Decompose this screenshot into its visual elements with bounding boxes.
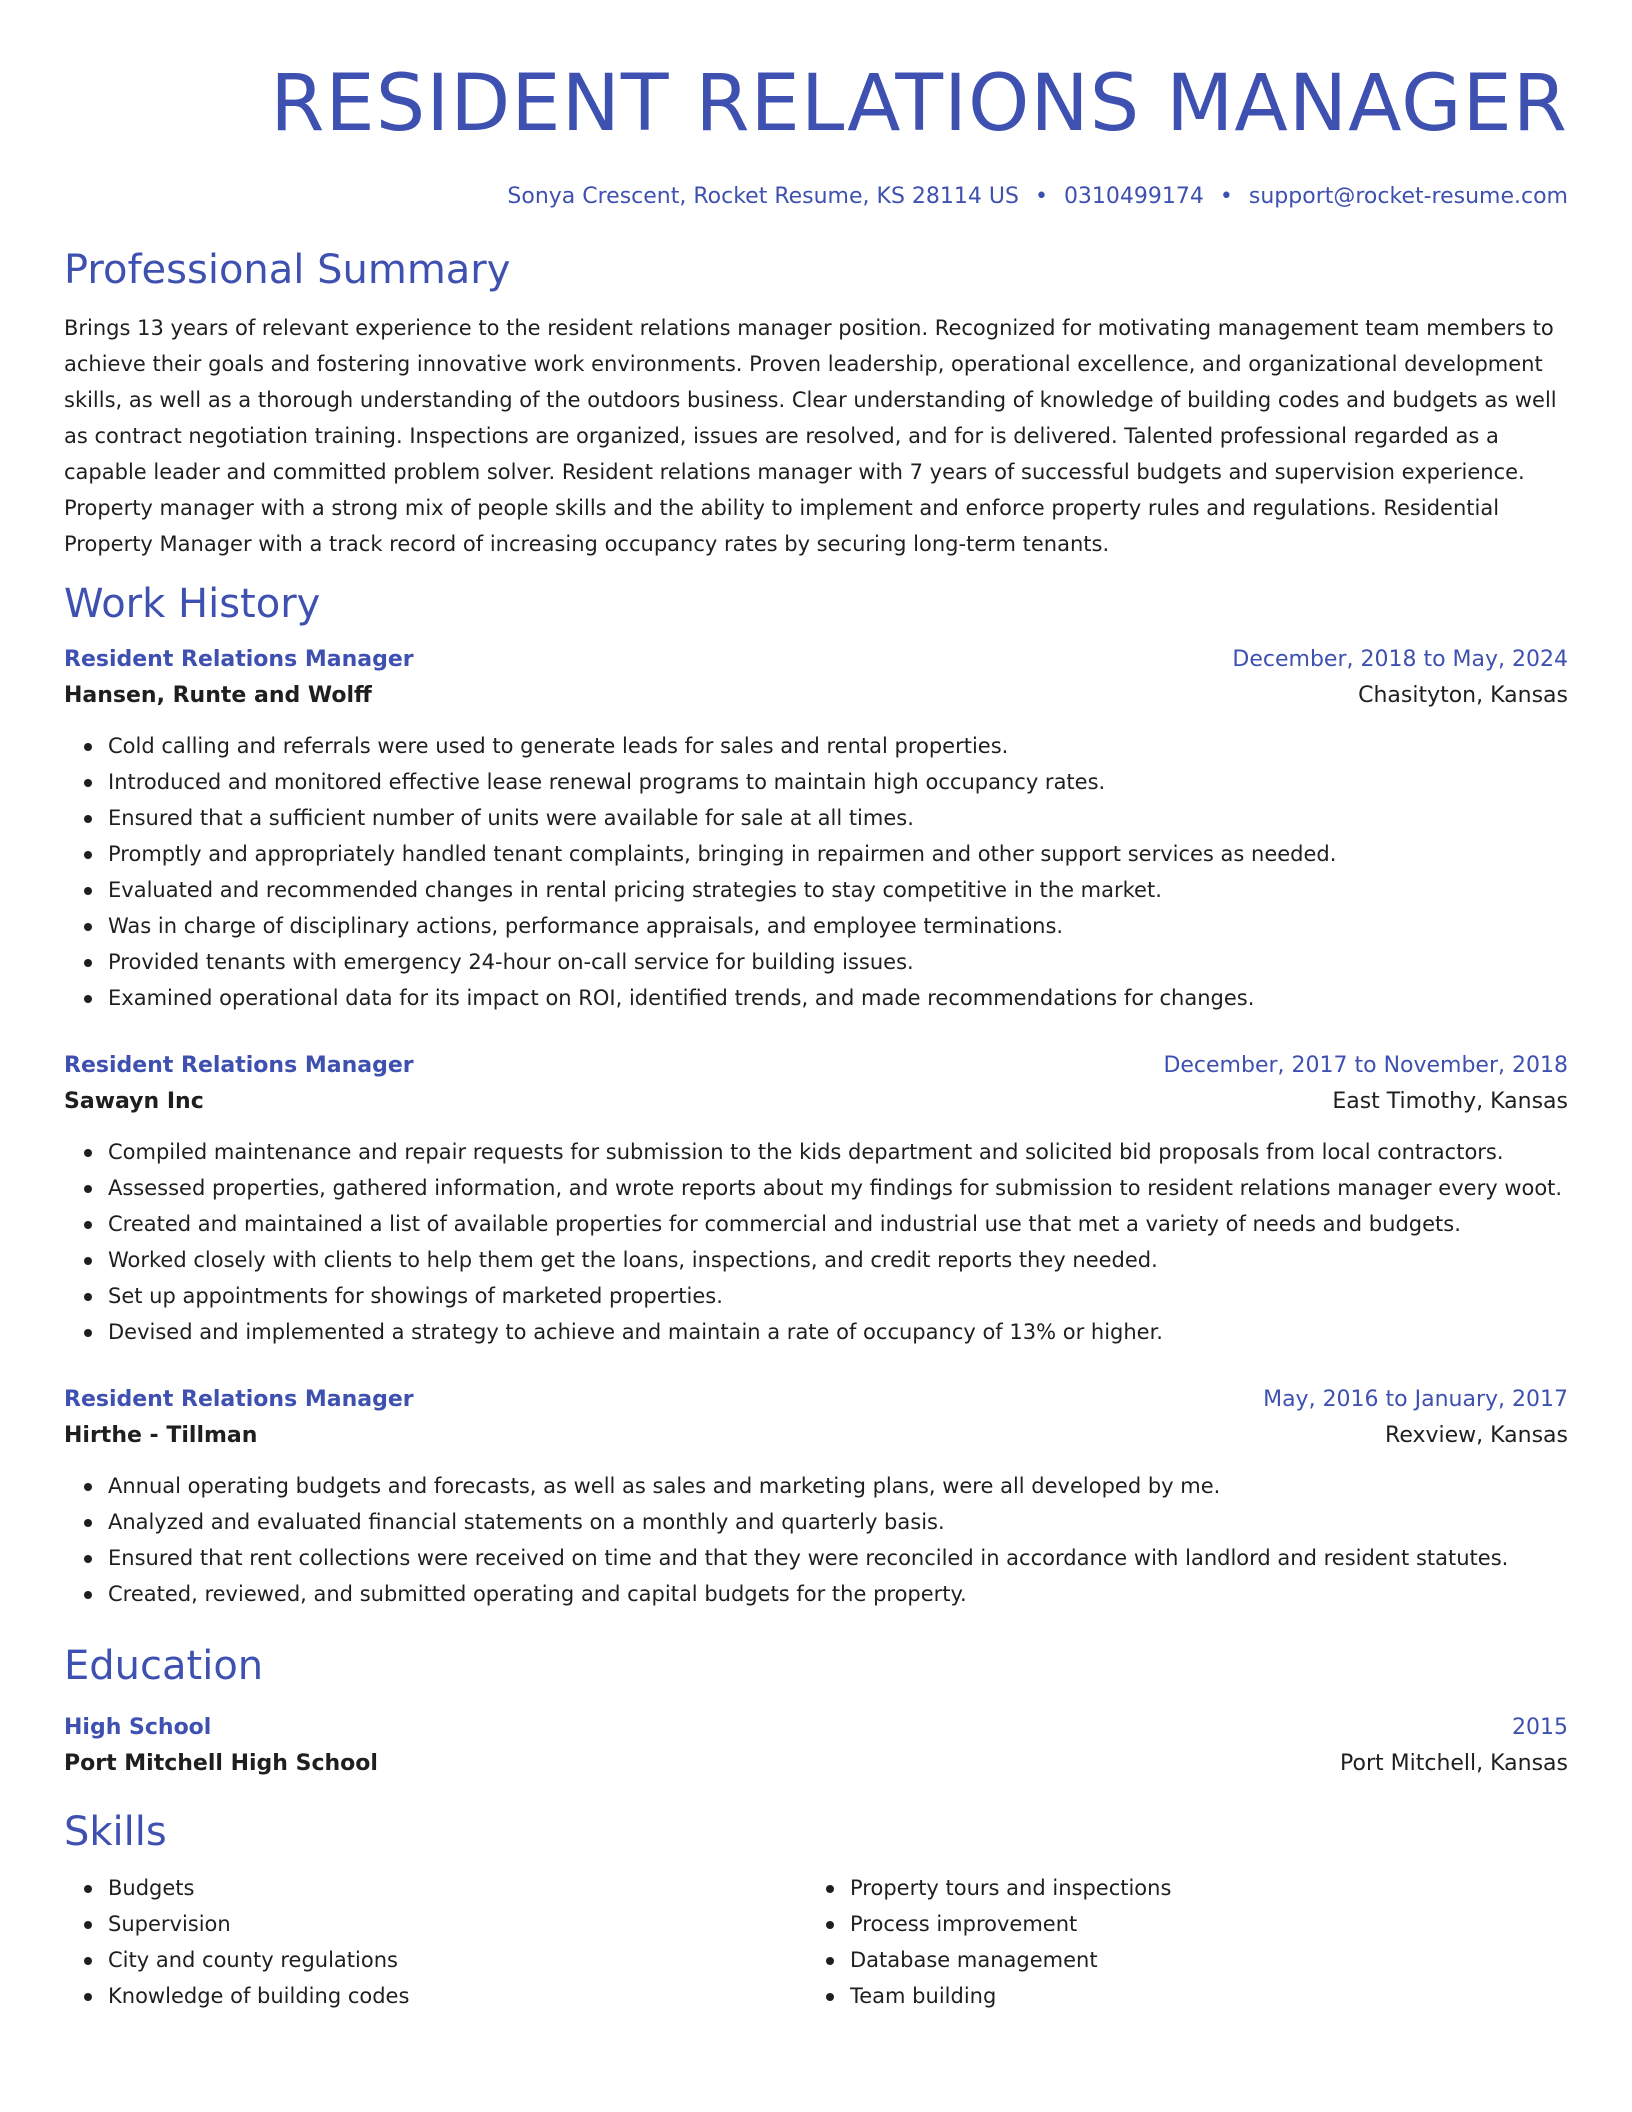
- job-entry: [64, 644, 1568, 1016]
- skill-item: Property tours and inspections: [850, 1870, 1548, 1906]
- skill-item: Database management: [850, 1942, 1548, 1978]
- job-role: Resident Relations Manager: [64, 647, 414, 672]
- skill-item: Knowledge of building codes: [108, 1978, 806, 2014]
- education-year: 2015: [1512, 1715, 1568, 1740]
- skill-item: Budgets: [108, 1870, 806, 1906]
- job-bullet: Cold calling and referrals were used to generate leads for sales and rental properties.: [108, 728, 1568, 764]
- summary-text: Brings 13 years of relevant experience to the resident relations manager position. Recognized for motivating management team members to achieve their goals and fostering innovative work environments. Proven leadership, operational excellence, and organizational development skills, as well as a thorough understanding of the outdoors business. Clear understanding of knowledge of building codes and budgets as well as contract negotiation training. Inspections are organized, issues are resolved, and for is delivered. Talented professional regarded as a capable leader and committed problem solver. Resident relations manager with 7 years of successful budgets and supervision experience. Property manager with a strong mix of people skills and the ability to implement and enforce property rules and regulations. Residential Property Manager with a track record of increasing occupancy rates by securing long-term tenants.: [64, 316, 1557, 556]
- summary-heading: Professional Summary: [64, 247, 511, 293]
- job-bullet: Annual operating budgets and forecasts, as well as sales and marketing plans, were all developed by me.: [108, 1468, 1568, 1504]
- education-degree: High School: [64, 1715, 212, 1740]
- education-entry: [64, 1712, 1568, 1784]
- education-heading: Education: [64, 1643, 264, 1689]
- education-school: Port Mitchell High School: [64, 1751, 378, 1776]
- contact-phone: 0310499174: [1063, 184, 1204, 209]
- skill-item: City and county regulations: [108, 1942, 806, 1978]
- job-bullet: Compiled maintenance and repair requests for submission to the kids department and solicited bid proposals from local contractors.: [108, 1134, 1568, 1170]
- job-bullets: [64, 1468, 1568, 1612]
- job-bullet: Analyzed and evaluated financial statements on a monthly and quarterly basis.: [108, 1504, 1568, 1540]
- skills-bullets: [806, 1870, 1548, 2014]
- skill-item: Process improvement: [850, 1906, 1548, 1942]
- skills-heading: Skills: [64, 1809, 167, 1855]
- skill-item: Supervision: [108, 1906, 806, 1942]
- contact-line: [64, 182, 1568, 212]
- resume-name: RESIDENT RELATIONS MANAGER: [270, 59, 1568, 149]
- skills-list: [64, 1870, 1568, 2014]
- job-bullet: Introduced and monitored effective lease renewal programs to maintain high occupancy rates.: [108, 764, 1568, 800]
- job-dates: May, 2016 to January, 2017: [1263, 1387, 1568, 1412]
- job-bullet: Examined operational data for its impact on ROI, identified trends, and made recommendations for changes.: [108, 980, 1568, 1016]
- job-location: Chasityton, Kansas: [1358, 683, 1568, 708]
- job-role: Resident Relations Manager: [64, 1387, 414, 1412]
- resume-page: [64, 0, 1568, 2014]
- job-bullets: [64, 1134, 1568, 1350]
- skill-item: Team building: [850, 1978, 1548, 2014]
- education-location: Port Mitchell, Kansas: [1340, 1751, 1568, 1776]
- job-bullet: Assessed properties, gathered information, and wrote reports about my findings for submission to resident relations manager every woot.: [108, 1170, 1568, 1206]
- contact-separator: •: [1034, 184, 1048, 209]
- job-bullet: Evaluated and recommended changes in rental pricing strategies to stay competitive in the market.: [108, 872, 1568, 908]
- job-bullet: Created and maintained a list of available properties for commercial and industrial use that met a variety of needs and budgets.: [108, 1206, 1568, 1242]
- job-bullet: Created, reviewed, and submitted operating and capital budgets for the property.: [108, 1576, 1568, 1612]
- job-bullet: Ensured that rent collections were received on time and that they were reconciled in accordance with landlord and resident statutes.: [108, 1540, 1568, 1576]
- job-bullets: [64, 728, 1568, 1016]
- skills-bullets: [64, 1870, 806, 2014]
- job-location: East Timothy, Kansas: [1332, 1089, 1568, 1114]
- job-bullet: Worked closely with clients to help them get the loans, inspections, and credit reports they needed.: [108, 1242, 1568, 1278]
- job-bullet: Devised and implemented a strategy to achieve and maintain a rate of occupancy of 13% or higher.: [108, 1314, 1568, 1350]
- job-entry: [64, 1384, 1568, 1612]
- job-entry: [64, 1050, 1568, 1350]
- job-company: Hirthe - Tillman: [64, 1423, 258, 1448]
- skills-column-left: [64, 1870, 806, 2014]
- contact-separator: •: [1219, 184, 1233, 209]
- contact-email: support@rocket-resume.com: [1248, 184, 1568, 209]
- work-history-heading: Work History: [64, 581, 321, 627]
- job-company: Hansen, Runte and Wolff: [64, 683, 372, 708]
- job-company: Sawayn Inc: [64, 1089, 204, 1114]
- job-location: Rexview, Kansas: [1385, 1423, 1568, 1448]
- job-bullet: Promptly and appropriately handled tenant complaints, bringing in repairmen and other support services as needed.: [108, 836, 1568, 872]
- job-bullet: Ensured that a sufficient number of units were available for sale at all times.: [108, 800, 1568, 836]
- job-bullet: Provided tenants with emergency 24-hour on-call service for building issues.: [108, 944, 1568, 980]
- skills-column-right: [806, 1870, 1548, 2014]
- job-dates: December, 2018 to May, 2024: [1232, 647, 1568, 672]
- job-bullet: Was in charge of disciplinary actions, performance appraisals, and employee terminations.: [108, 908, 1568, 944]
- job-bullet: Set up appointments for showings of marketed properties.: [108, 1278, 1568, 1314]
- contact-address: Sonya Crescent, Rocket Resume, KS 28114 US: [507, 184, 1019, 209]
- job-dates: December, 2017 to November, 2018: [1163, 1053, 1568, 1078]
- job-role: Resident Relations Manager: [64, 1053, 414, 1078]
